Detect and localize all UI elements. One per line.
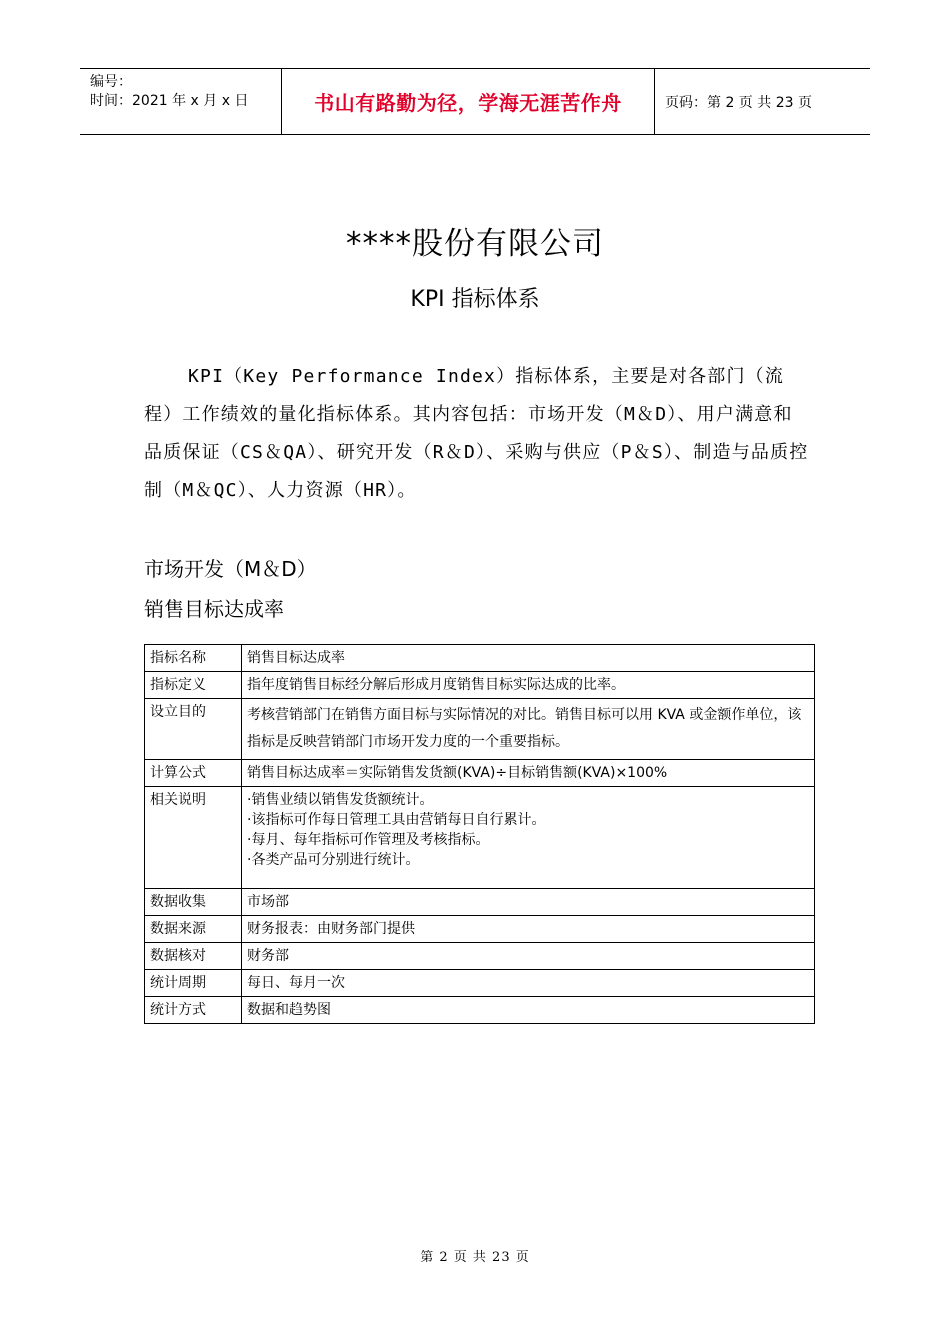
header-motto: 书山有路勤为径，学海无涯苦作舟 bbox=[281, 69, 655, 134]
row-value: 考核营销部门在销售方面目标与实际情况的对比。销售目标可以用 KVA 或金额作单位，该指标是反映营销部门市场开发力度的一个重要指标。 bbox=[242, 699, 815, 760]
row-value-notes bbox=[242, 787, 815, 889]
note-line: ·每月、每年指标可作管理及考核指标。 bbox=[247, 832, 490, 848]
row-value: 指年度销售目标经分解后形成月度销售目标实际达成的比率。 bbox=[242, 672, 815, 699]
row-value: 市场部 bbox=[242, 889, 815, 916]
table-row bbox=[145, 672, 815, 699]
header-page-label: 页码：第 2 页 共 23 页 bbox=[665, 94, 812, 111]
document-title: ****股份有限公司 bbox=[346, 226, 604, 262]
row-value: 每日、每月一次 bbox=[242, 970, 815, 997]
section-heading: 市场开发（M＆D） bbox=[144, 557, 317, 581]
row-key: 指标名称 bbox=[145, 645, 242, 672]
table-row bbox=[145, 943, 815, 970]
table-row bbox=[145, 889, 815, 916]
table-row bbox=[145, 997, 815, 1024]
note-line: ·销售业绩以销售发货额统计。 bbox=[247, 792, 434, 808]
header-time-label: 时间：2021 年 x 月 x 日 bbox=[90, 93, 249, 109]
table-row bbox=[145, 916, 815, 943]
row-key: 设立目的 bbox=[145, 699, 242, 760]
header-number-label: 编号： bbox=[90, 74, 132, 90]
row-value: 财务部 bbox=[242, 943, 815, 970]
table-row bbox=[145, 760, 815, 787]
row-value: 数据和趋势图 bbox=[242, 997, 815, 1024]
kpi-table bbox=[144, 644, 815, 1024]
table-row bbox=[145, 787, 815, 889]
document-subtitle: KPI 指标体系 bbox=[410, 287, 540, 312]
table-row bbox=[145, 970, 815, 997]
page-footer: 第 2 页 共 23 页 bbox=[420, 1250, 530, 1265]
row-key: 计算公式 bbox=[145, 760, 242, 787]
row-value: 财务报表：由财务部门提供 bbox=[242, 916, 815, 943]
row-key: 相关说明 bbox=[145, 787, 242, 889]
intro-paragraph: KPI（Key Performance Index）指标体系，主要是对各部门（流程）工作绩效的量化指标体系。其内容包括：市场开发（M＆D）、用户满意和品质保证（CS＆QA）、研究开发（R＆D）、采购与供应（P＆S）、制造与品质控制（M＆QC）、人力资源（HR）。 bbox=[144, 366, 809, 501]
note-line: ·各类产品可分别进行统计。 bbox=[247, 852, 420, 868]
row-key: 指标定义 bbox=[145, 672, 242, 699]
row-key: 数据收集 bbox=[145, 889, 242, 916]
table-row bbox=[145, 699, 815, 760]
row-key: 统计周期 bbox=[145, 970, 242, 997]
table-row bbox=[145, 645, 815, 672]
subsection-heading: 销售目标达成率 bbox=[144, 597, 284, 621]
row-key: 统计方式 bbox=[145, 997, 242, 1024]
header-meta bbox=[80, 69, 281, 134]
row-value: 销售目标达成率 bbox=[242, 645, 815, 672]
row-key: 数据核对 bbox=[145, 943, 242, 970]
row-key: 数据来源 bbox=[145, 916, 242, 943]
page-header bbox=[80, 68, 870, 135]
row-value: 销售目标达成率＝实际销售发货额(KVA)÷目标销售额(KVA)×100% bbox=[242, 760, 815, 787]
note-line: ·该指标可作每日管理工具由营销每日自行累计。 bbox=[247, 812, 546, 828]
